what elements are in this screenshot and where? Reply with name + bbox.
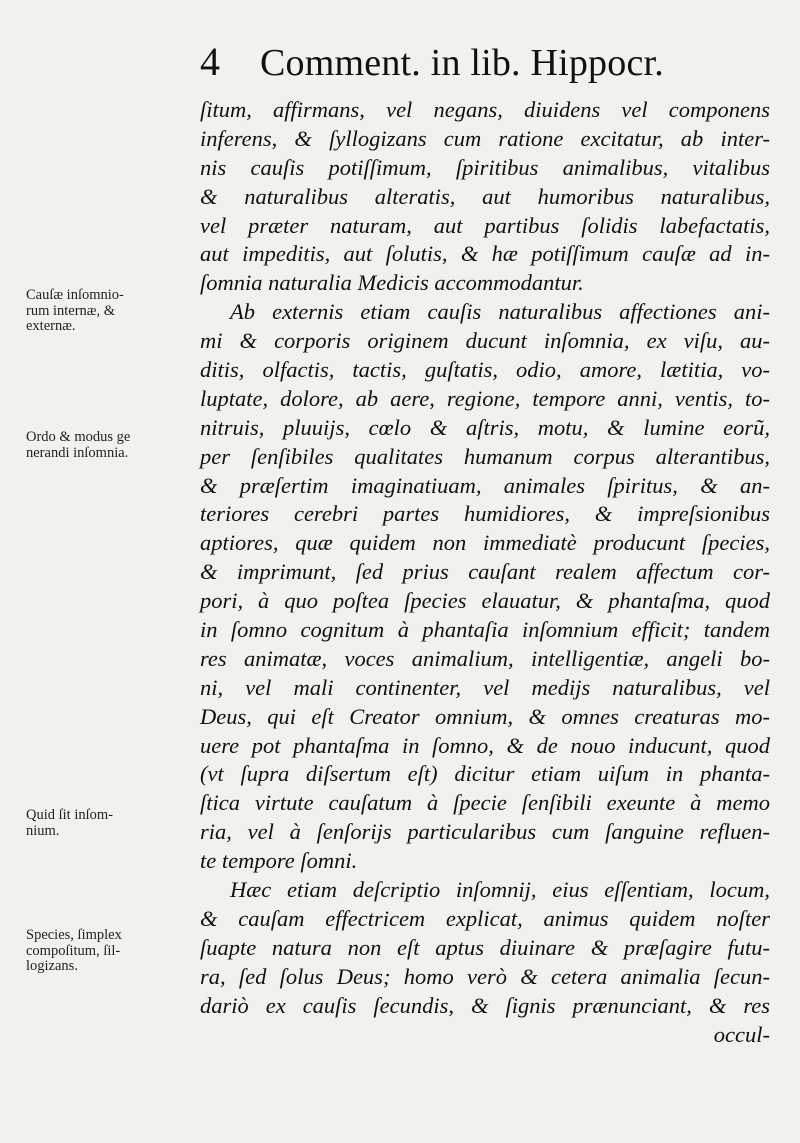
text-line: Hæc etiam deſcriptio inſomnij, eius eſſentiam, locum, [230, 877, 770, 903]
page-header [200, 38, 760, 98]
running-head: Comment. in lib. Hippocr. [260, 42, 664, 84]
marginal-note-line: rum internæ, & [26, 302, 116, 319]
text-line: teriores cerebri partes humidiores, & impreſsionibus [200, 501, 770, 527]
text-line: aptiores, quæ quidem non immediatè producunt ſpecies, [200, 530, 770, 556]
text-line: uere pot phantaſma in ſomno, & de nouo inducunt, quod [200, 732, 770, 758]
text-line: mi & corporis originem ducunt inſomnia, ex viſu, au- [200, 328, 770, 354]
text-line: ni, vel mali continenter, vel medijs naturalibus, vel [200, 674, 770, 700]
marginal-note-line: nium. [26, 822, 60, 839]
marginal-note-line: compoſitum, ſil- [26, 942, 121, 959]
text-line: nis cauſis potiſſimum, ſpiritibus animalibus, vitalibus [200, 154, 770, 180]
text-line: Ab externis etiam cauſis naturalibus affectiones ani- [230, 299, 770, 325]
text-line: ſitum, affirmans, vel negans, diuidens vel componens [200, 97, 770, 122]
catchword: occul- [713, 1021, 770, 1047]
text-line: pori, à quo poſtea ſpecies elauatur, & phantaſma, quod [200, 588, 770, 614]
marginal-note-line: externæ. [26, 318, 76, 334]
body-text [200, 96, 770, 1049]
text-line: ditis, olfactis, tactis, guſtatis, odio, amore, lætitia, vo- [200, 357, 770, 383]
text-line: ra, ſed ſolus Deus; homo verò & cetera animalia ſecun- [200, 963, 770, 989]
marginal-note [26, 430, 196, 461]
text-line: (vt ſupra diſsertum eſt) dicitur etiam uiſum in phanta- [200, 761, 770, 787]
marginal-note-line: Cauſæ inſomnio- [26, 287, 124, 303]
text-line: in ſomno cognitum à phantaſia inſomnium efficit; tandem [200, 617, 770, 643]
marginal-note [26, 928, 196, 975]
text-line: & præſertim imaginatiuam, animales ſpiritus, & an- [200, 472, 770, 498]
text-line: & naturalibus alteratis, aut humoribus naturalibus, [200, 183, 770, 209]
text-line: te tempore ſomni. [200, 848, 358, 874]
text-line: vel præter naturam, aut partibus ſolidis labefactatis, [200, 212, 770, 238]
text-line: dariò ex cauſis ſecundis, & ſignis prænunciant, & res [200, 992, 770, 1018]
text-line: per ſenſibiles qualitates humanum corpus alterantibus, [200, 443, 770, 469]
marginal-note-line: Species, ſimplex [26, 927, 122, 943]
text-line: & cauſam effectricem explicat, animus quidem noſter [200, 905, 770, 931]
text-line: Deus, qui eſt Creator omnium, & omnes creaturas mo- [200, 703, 770, 729]
marginal-note-line: Quid ſit inſom- [26, 807, 113, 823]
text-line: aut impeditis, aut ſolutis, & hæ potiſſimum cauſæ ad in- [200, 241, 770, 267]
text-line: luptate, dolore, ab aere, regione, tempore anni, ventis, to- [200, 385, 770, 411]
marginal-note [26, 808, 196, 839]
marginal-note [26, 288, 196, 335]
text-line: res animatæ, voces animalium, intelligentiæ, angeli bo- [200, 645, 770, 671]
text-line: nitruis, pluuijs, cœlo & aſtris, motu, & lumine eorũ, [200, 414, 770, 440]
text-line: ria, vel à ſenſorijs particularibus cum ſanguine refluen- [200, 819, 770, 845]
page-number: 4 [200, 39, 220, 84]
marginal-note-line: Ordo & modus ge [26, 429, 131, 445]
text-line: inferens, & ſyllogizans cum ratione excitatur, ab inter- [200, 125, 770, 151]
text-line: ſuapte natura non eſt aptus diuinare & præſagire futu- [200, 934, 770, 960]
text-line: ſomnia naturalia Medicis accommodantur. [200, 270, 584, 296]
marginal-note-line: nerandi inſomnia. [26, 444, 129, 461]
marginal-note-line: logizans. [26, 958, 78, 974]
text-line: & imprimunt, ſed prius cauſant realem affectum cor- [200, 559, 770, 585]
text-line: ſtica virtute cauſatum à ſpecie ſenſibili exeunte à memo [200, 790, 770, 816]
